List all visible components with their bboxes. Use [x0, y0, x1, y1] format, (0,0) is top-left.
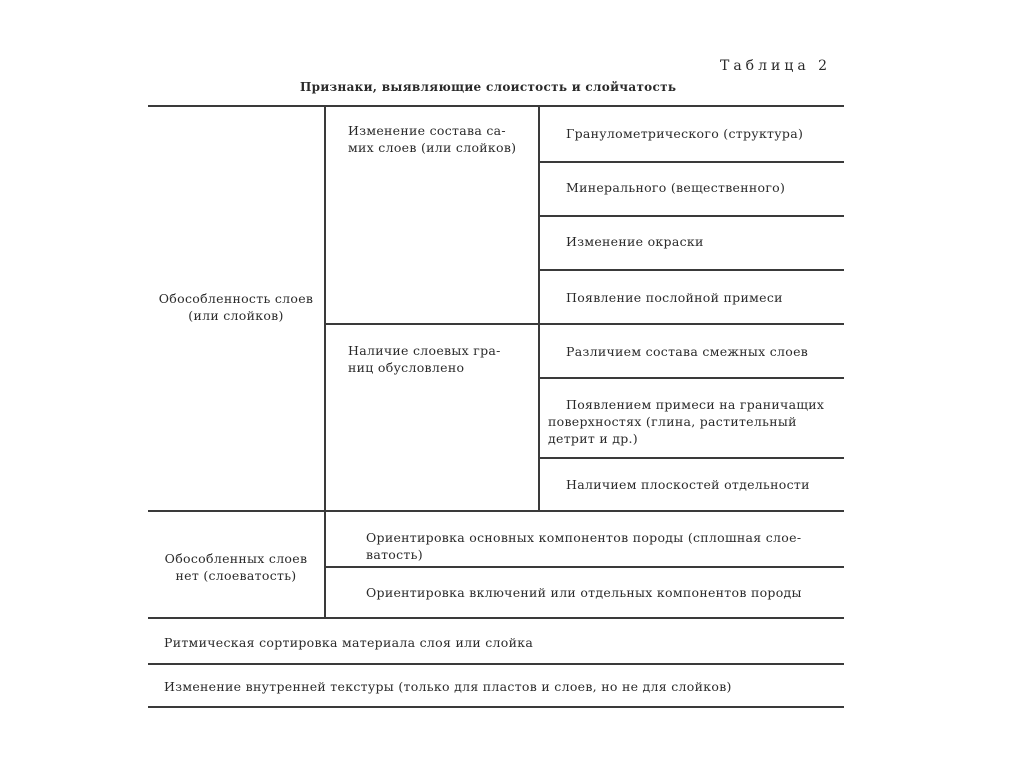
- rule-row1-item2: [540, 215, 844, 217]
- sub2-item-2-line2: поверхностях (глина, растительный: [548, 414, 797, 429]
- group2-item-1-line2: ватость): [366, 547, 423, 562]
- vline-main: [324, 107, 326, 617]
- sub2-label-line2: ниц обусловлено: [348, 360, 465, 375]
- group2-label: [148, 550, 324, 584]
- rule-row1-item3: [540, 269, 844, 271]
- sub1-label-line1: Изменение состава са-: [348, 123, 506, 138]
- sub2-label-line1: Наличие слоевых гра-: [348, 343, 501, 358]
- top-rule: [148, 105, 844, 107]
- rule-group-split: [148, 510, 844, 512]
- rule-row4: [148, 663, 844, 665]
- row3-text: Ритмическая сортировка материала слоя или слойка: [164, 635, 534, 650]
- rule-row1-item1: [540, 161, 844, 163]
- rule-row2-item2: [540, 457, 844, 459]
- sub2-item-2: [548, 396, 825, 447]
- vline-sub: [538, 107, 540, 510]
- bottom-rule: [148, 706, 844, 708]
- rule-group2-items: [326, 566, 844, 568]
- sub1-label: [348, 122, 516, 156]
- group2-item-1-line1: Ориентировка основных компонентов породы (сплошная слое-: [366, 530, 802, 545]
- sub1-label-line2: мих слоев (или слойков): [348, 140, 517, 155]
- sub2-label: [348, 342, 501, 376]
- row4-text: Изменение внутренней текстуры (только для пластов и слоев, но не для слойков): [164, 679, 732, 694]
- sub1-item-3: Изменение окраски: [566, 234, 704, 249]
- group2-item-2: Ориентировка включений или отдельных компонентов породы: [366, 585, 802, 600]
- sub2-item-1: Различием состава смежных слоев: [566, 344, 809, 359]
- group2-label-line1: Обособленных слоев: [164, 551, 308, 566]
- group2-label-line2: нет (слоеватость): [175, 568, 297, 583]
- sub1-item-4: Появление послойной примеси: [566, 290, 783, 305]
- sub2-item-2-line1: Появлением примеси на граничащих: [566, 397, 825, 412]
- group1-label-line2: (или слойков): [188, 308, 284, 323]
- table-caption: Таблица 2: [720, 58, 832, 74]
- sub2-item-3: Наличием плоскостей отдельности: [566, 477, 810, 492]
- rule-row3: [148, 617, 844, 619]
- sub1-item-1: Гранулометрического (структура): [566, 126, 804, 141]
- sub1-item-2: Минерального (вещественного): [566, 180, 786, 195]
- table-title: Признаки, выявляющие слоистость и слойчатость: [300, 80, 677, 94]
- rule-row2-item1: [540, 377, 844, 379]
- group2-item-1: [366, 529, 801, 563]
- group1-label-line1: Обособленность слоев: [158, 291, 314, 306]
- sub2-item-2-line3: детрит и др.): [548, 431, 638, 446]
- group1-label: [148, 290, 324, 324]
- rule-sub-split: [326, 323, 844, 325]
